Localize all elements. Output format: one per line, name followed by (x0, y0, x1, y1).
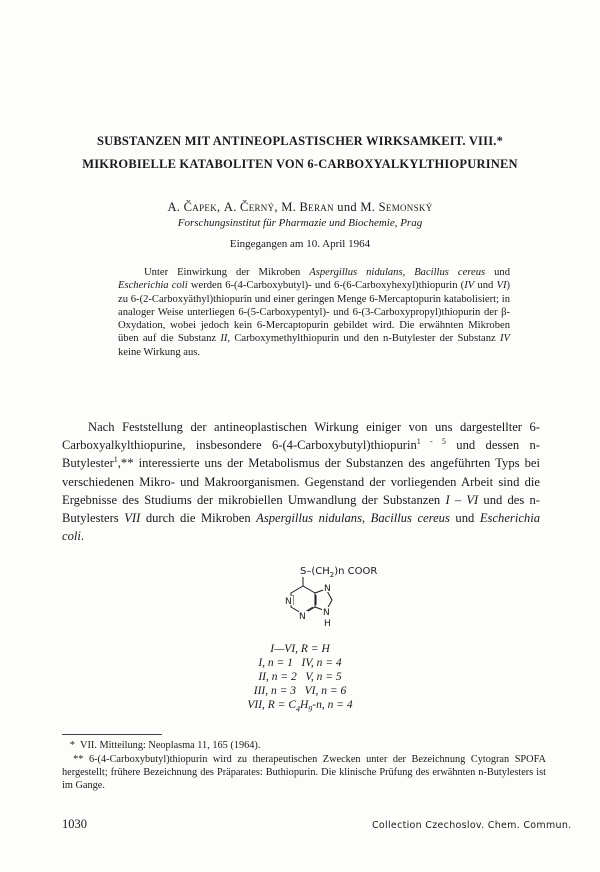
reference-marker: 1 (113, 455, 118, 465)
body-compound: I – VI (445, 492, 479, 507)
body-text: und (449, 511, 480, 526)
author-3: M. Beran (281, 200, 334, 214)
purine-structure-diagram (262, 560, 402, 632)
abstract-text: Unter Einwirkung der Mikroben (144, 267, 310, 278)
author-line: A. Čapek, A. Černý, M. Beran und M. Semonský (167, 200, 433, 214)
formula-row-ester: VII, $R = C_4H_9-n$, n = 4 (247, 699, 353, 714)
formula-row: II, n = 2 V, n = 5 (258, 671, 342, 683)
body-text: und dessen n-Butylester (62, 438, 540, 471)
paper-title-line-2: MIKROBIELLE KATABOLITEN VON 6-CARBOXYALKYLTHIOPURINEN (82, 157, 518, 171)
formula-row: I, n = 1 IV, n = 4 (258, 657, 342, 669)
body-compound: VII (124, 511, 141, 526)
body-organism: Aspergillus nidulans, Bacillus cereus (256, 511, 450, 526)
abstract-organism: Aspergillus nidulans, Bacillus cereus (309, 267, 486, 278)
footnote-1 (62, 739, 546, 752)
atom-n9: N (323, 608, 330, 618)
author-1: A. Čapek (167, 200, 218, 214)
abstract (118, 266, 510, 359)
pyrimidine-ring (291, 586, 315, 614)
received-date: Eingegangen am 10. April 1964 (229, 238, 371, 250)
compound-key (0, 642, 600, 712)
abstract-text: , Carboxymethylthiopurin und den n-Butylester der Substanz (227, 333, 500, 345)
footnote-text: 6-(4-Carboxybutyl)thiopurin wird zu therapeutischen Zwecken unter der Bezeichnung Cytogran SPOFA hergestellt; frühere Bezeichnung des Präparates: Buthiopurin. Die klinische Prüfung des erwähnten n-Butylesters ist im Gange. (62, 754, 546, 791)
formula-row: III, n = 3 VI, n = 6 (253, 685, 347, 697)
abstract-organism: Escherichia coli (118, 280, 188, 292)
abstract-compound: VI (496, 280, 507, 292)
atom-n3: N (299, 612, 306, 622)
abstract-text: und (474, 280, 497, 292)
atom-n1: N (285, 597, 292, 607)
footnote-2 (62, 753, 546, 792)
footnote-text: VII. Mitteilung: Neoplasma 11, 165 (1964). (80, 740, 261, 751)
footnote-mark: * (69, 740, 75, 751)
footnote-separator (62, 734, 162, 735)
body-text: durch die Mikroben (140, 511, 257, 526)
abstract-text: ) zu 6-(2-Carboxyäthyl)thiopurin und einer geringen Menge 6-Mercaptopurin katabolisiert; in analoger Weise unterliegen 6-(5-Carboxypentyl)- und 6-(3-Carboxypropyl)thiopurin der β-Oxydation, wobei jedoch kein 6-Mercaptopurin gebildet wird. Die erwähnten Mikroben üben auf die Substanz (118, 280, 510, 345)
body-text: Nach Feststellung der antineoplastischen Wirkung einiger von uns dargestellter 6-Carboxyalkylthiopurine, insbesondere 6-(4-Carboxybutyl)thiopurin (62, 420, 540, 453)
formula-row-general: I—VI, R = H (270, 643, 330, 655)
page-number: 1030 (62, 817, 87, 831)
abstract-compound: II (220, 333, 228, 345)
body-organism: Escherichia coli (62, 511, 540, 544)
atom-h9: H (324, 619, 331, 629)
abstract-compound: IV (464, 280, 475, 292)
paper-title-line-1: SUBSTANZEN MIT ANTINEOPLASTISCHER WIRKSAMKEIT. VIII.* (96, 134, 504, 148)
author-4: M. Semonský (360, 200, 433, 214)
atom-n7: N (324, 584, 331, 594)
thio-substituent-label: $S-(CH_2)n$ COOR (300, 566, 378, 579)
journal-name: Collection Czechoslov. Chem. Commun. (372, 820, 572, 831)
abstract-text: werden 6-(4-Carboxybutyl)- und 6-(6-Carboxyhexyl)thiopurin ( (187, 280, 465, 292)
abstract-compound: IV (499, 333, 510, 345)
affiliation: Forschungsinstitut für Pharmazie und Biochemie, Prag (177, 217, 423, 229)
author-2: A. Černý (223, 200, 275, 214)
author-conjunction: und (337, 200, 357, 214)
abstract-text: und (485, 267, 510, 278)
body-text: ,** interessierte uns der Metabolismus der Substanzen des angeführten Typs bei verschiedenen Mikro- und Makroorganismen. Gegenstand der vorliegenden Arbeit sind die Ergebnisse des Studiums der mikrobiellen Umwandlung der Substanzen (62, 456, 540, 507)
abstract-text: keine Wirkung aus. (118, 346, 201, 358)
reference-marker: 1 - 5 (416, 437, 446, 447)
body-text: . (80, 529, 85, 544)
body-text: und des n-Butylesters (62, 492, 540, 526)
body-paragraph (62, 418, 540, 545)
footnote-mark: ** (73, 754, 84, 765)
